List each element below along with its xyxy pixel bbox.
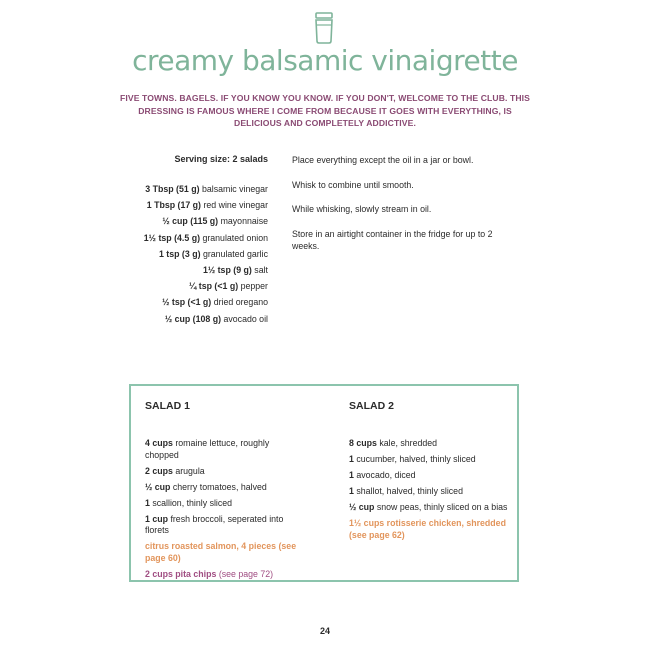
serving-size: Serving size: 2 salads <box>174 154 268 164</box>
salad-2-column <box>349 400 509 546</box>
ingredient-item: 1½ tsp (9 g) salt <box>202 264 268 275</box>
ingredient-item: ½ cup (115 g) mayonnaise <box>162 216 268 227</box>
ingredient-item: 1½ tsp (4.5 g) granulated onion <box>143 232 268 243</box>
ingredient-item: 3 Tbsp (51 g) balsamic vinegar <box>145 184 268 194</box>
recipe-intro: FIVE TOWNS. BAGELS. IF YOU KNOW YOU KNOW. IF YOU DON'T, WELCOME TO THE CLUB. THIS DRESSING IS FAMOUS WHERE I COME FROM BECAUSE IT GOES WITH EVERYTHING, IS DELICIOUS AND COMPLETELY ADDICTIVE. <box>120 93 530 128</box>
list-item: 8 cups kale, shredded <box>349 438 438 448</box>
list-item: 1 avocado, diced <box>349 470 416 480</box>
instruction-step: While whisking, slowly stream in oil. <box>292 204 432 214</box>
list-item: 1 cucumber, halved, thinly sliced <box>349 454 476 464</box>
salmon-reference: citrus roasted salmon, 4 pieces (see page 60) <box>145 541 297 563</box>
page-number: 24 <box>319 626 330 636</box>
salad-box <box>129 384 519 582</box>
list-item: 2 cups arugula <box>145 465 205 476</box>
chicken-reference: 1½ cups rotisserie chicken, shredded (see page 62) <box>349 518 506 540</box>
ingredient-item: ½ cup (108 g) avocado oil <box>164 313 268 324</box>
list-item: 1 cup fresh broccoli, seperated into florets <box>145 513 284 535</box>
salad-2-list <box>349 438 509 541</box>
list-item: 4 cups romaine lettuce, roughly chopped <box>145 438 270 460</box>
list-item: ½ cup snow peas, thinly sliced on a bias <box>349 502 508 512</box>
jar-icon <box>312 12 336 44</box>
instruction-step: Whisk to combine until smooth. <box>292 179 414 190</box>
pita-chips-reference: 2 cups pita chips (see page 72) <box>145 568 274 579</box>
salad-1-title: SALAD 1 <box>145 400 190 412</box>
list-item: 1 scallion, thinly sliced <box>145 497 233 508</box>
salad-1-column <box>145 400 305 585</box>
salad-1-list <box>145 438 305 580</box>
recipe-title: creamy balsamic vinaigrette <box>132 44 518 77</box>
list-item: 1 shallot, halved, thinly sliced <box>349 486 463 496</box>
instruction-step: Place everything except the oil in a jar or bowl. <box>292 155 474 165</box>
instruction-step: Store in an airtight container in the fridge for up to 2 weeks. <box>292 228 493 251</box>
ingredient-item: 1 Tbsp (17 g) red wine vinegar <box>146 200 268 211</box>
instruction-list <box>292 154 512 264</box>
ingredient-item: ¼ tsp (<1 g) pepper <box>189 281 268 292</box>
ingredient-item: 1 tsp (3 g) granulated garlic <box>158 248 268 259</box>
ingredient-list <box>140 184 268 330</box>
ingredient-item: ½ tsp (<1 g) dried oregano <box>162 297 268 308</box>
salad-2-title: SALAD 2 <box>349 400 394 412</box>
list-item: ½ cup cherry tomatoes, halved <box>145 481 267 492</box>
